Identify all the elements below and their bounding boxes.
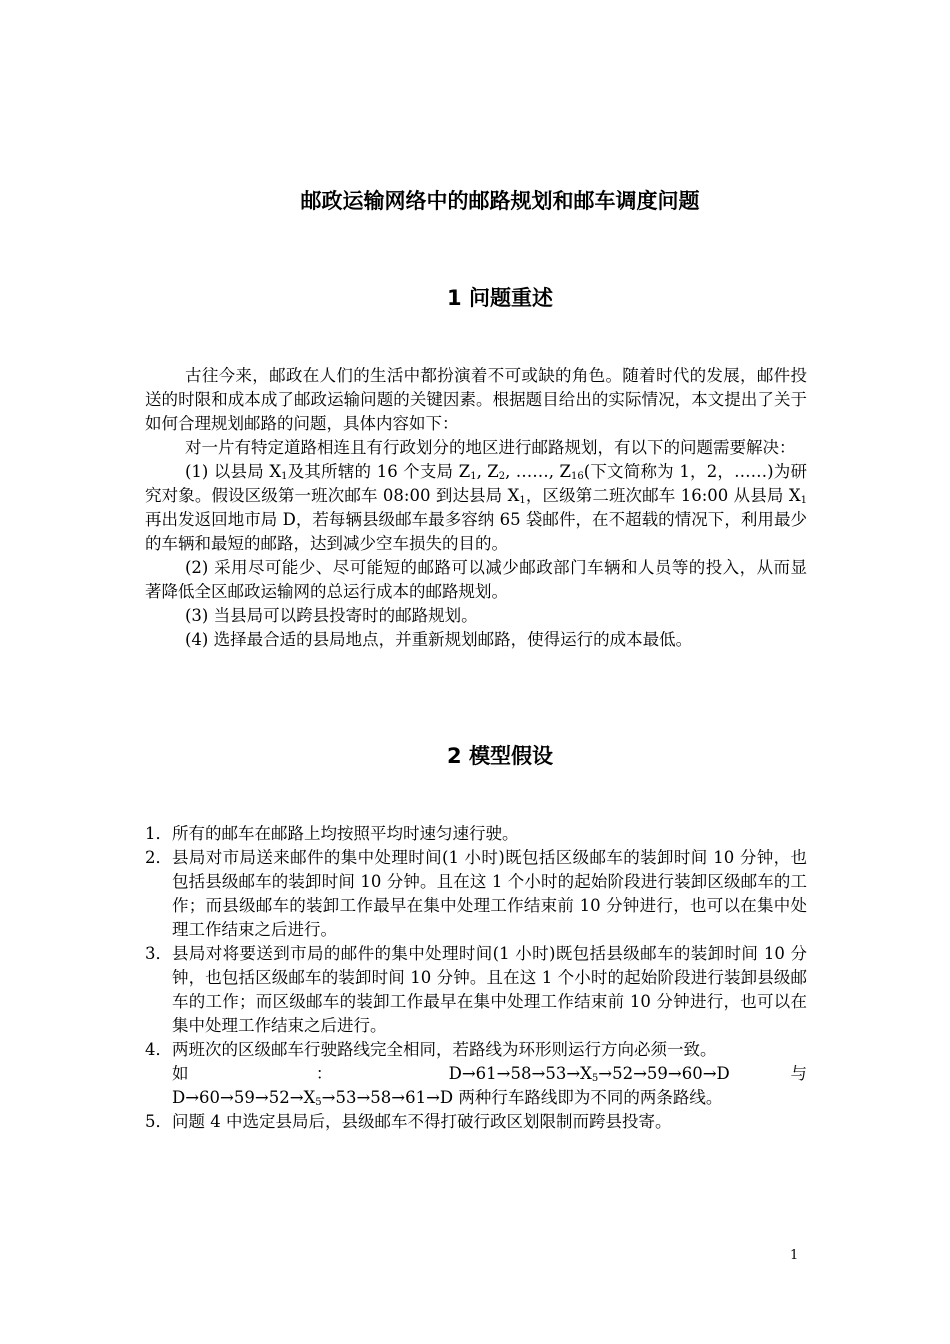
assumption-item-5: [145, 1110, 807, 1134]
assumption-item-3: [145, 942, 807, 1038]
section1-paragraph-1: 古往今来，邮政在人们的生活中都扮演着不可或缺的角色。随着时代的发展，邮件投送的时限和成本成了邮政运输问题的关键因素。根据题目给出的实际情况，本文提出了关于如何合理规划邮路的问题，具体内容如下：: [145, 366, 807, 433]
assumption-text: 县局对将要送到市局的邮件的集中处理时间(1 小时)既包括县级邮车的装卸时间 10 分钟，也包括区级邮车的装卸时间 10 分钟。且在这 1 个小时的起始阶段进行装卸县级邮车的工作；而区级邮车的装卸工作最早在集中处理工作结束前 10 分钟进行，也可以在集中处理工作结束之后进行。: [172, 944, 807, 1035]
section2-body: [145, 822, 807, 1134]
assumption-item-1: [145, 822, 807, 846]
assumption-item-4: [145, 1038, 807, 1110]
problem-item-3: (3) 当县局可以跨县投寄时的邮路规划。: [185, 606, 478, 625]
section2-heading: 2 模型假设: [447, 744, 553, 768]
section1-body: [145, 364, 807, 652]
problem-item-1: (1) 以县局 $X_1$及其所辖的 16 个支局 $Z_1$, $Z_2$, ……, $Z_{16}$(下文简称为 1，2，……)为研究对象。假设区级第一班次邮车 08:00 到达县局 $X_1$，区级第二班次邮车 16:00 从县局 $X_1$再出发返回地市局 D，若每辆县级邮车最多容纳 65 袋邮件，在不超载的情况下，利用最少的车辆和最短的邮路，达到减少空车损失的目的。: [145, 462, 807, 553]
assumption-number: 2．: [145, 848, 172, 867]
assumption-text: 县局对市局送来邮件的集中处理时间(1 小时)既包括区级邮车的装卸时间 10 分钟，也包括县级邮车的装卸时间 10 分钟。且在这 1 个小时的起始阶段进行装卸区级邮车的工作；而县级邮车的装卸工作最早在集中处理工作结束前 10 分钟进行，也可以在集中处理工作结束之后进行。: [172, 848, 807, 939]
section1-heading: 1 问题重述: [447, 286, 553, 310]
route-example-line-1: 如 ： $D\to 61\to 58\to 53\to X_5\to 52\to 59\to 60\to D$ 与: [172, 1064, 808, 1084]
assumption-number: 5．: [145, 1112, 172, 1131]
assumption-text: 所有的邮车在邮路上均按照平均时速匀速行驶。: [172, 824, 519, 843]
section1-paragraph-2: 对一片有特定道路相连且有行政划分的地区进行邮路规划，有以下的问题需要解决：: [185, 438, 796, 457]
assumption-number: 3．: [145, 944, 172, 963]
route-example-line-2: $D\to 60\to 59\to 52\to X_5\to 53\to 58\to 61\to D$ 两种行车路线即为不同的两条路线。: [172, 1088, 723, 1108]
problem-item-4: (4) 选择最合适的县局地点，并重新规划邮路，使得运行的成本最低。: [185, 630, 693, 649]
problem-item-2: (2) 采用尽可能少、尽可能短的邮路可以减少邮政部门车辆和人员等的投入，从而显著降低全区邮政运输网的总运行成本的邮路规划。: [145, 558, 807, 601]
assumption-text: 问题 4 中选定县局后，县级邮车不得打破行政区划限制而跨县投寄。: [172, 1112, 672, 1131]
assumption-text: 两班次的区级邮车行驶路线完全相同，若路线为环形则运行方向必须一致。: [172, 1040, 717, 1059]
assumption-number: 1．: [145, 824, 172, 843]
assumption-item-2: [145, 846, 807, 942]
document-title: 邮政运输网络中的邮路规划和邮车调度问题: [300, 189, 700, 213]
page-number: 1: [790, 1248, 799, 1263]
assumption-number: 4．: [145, 1040, 172, 1059]
